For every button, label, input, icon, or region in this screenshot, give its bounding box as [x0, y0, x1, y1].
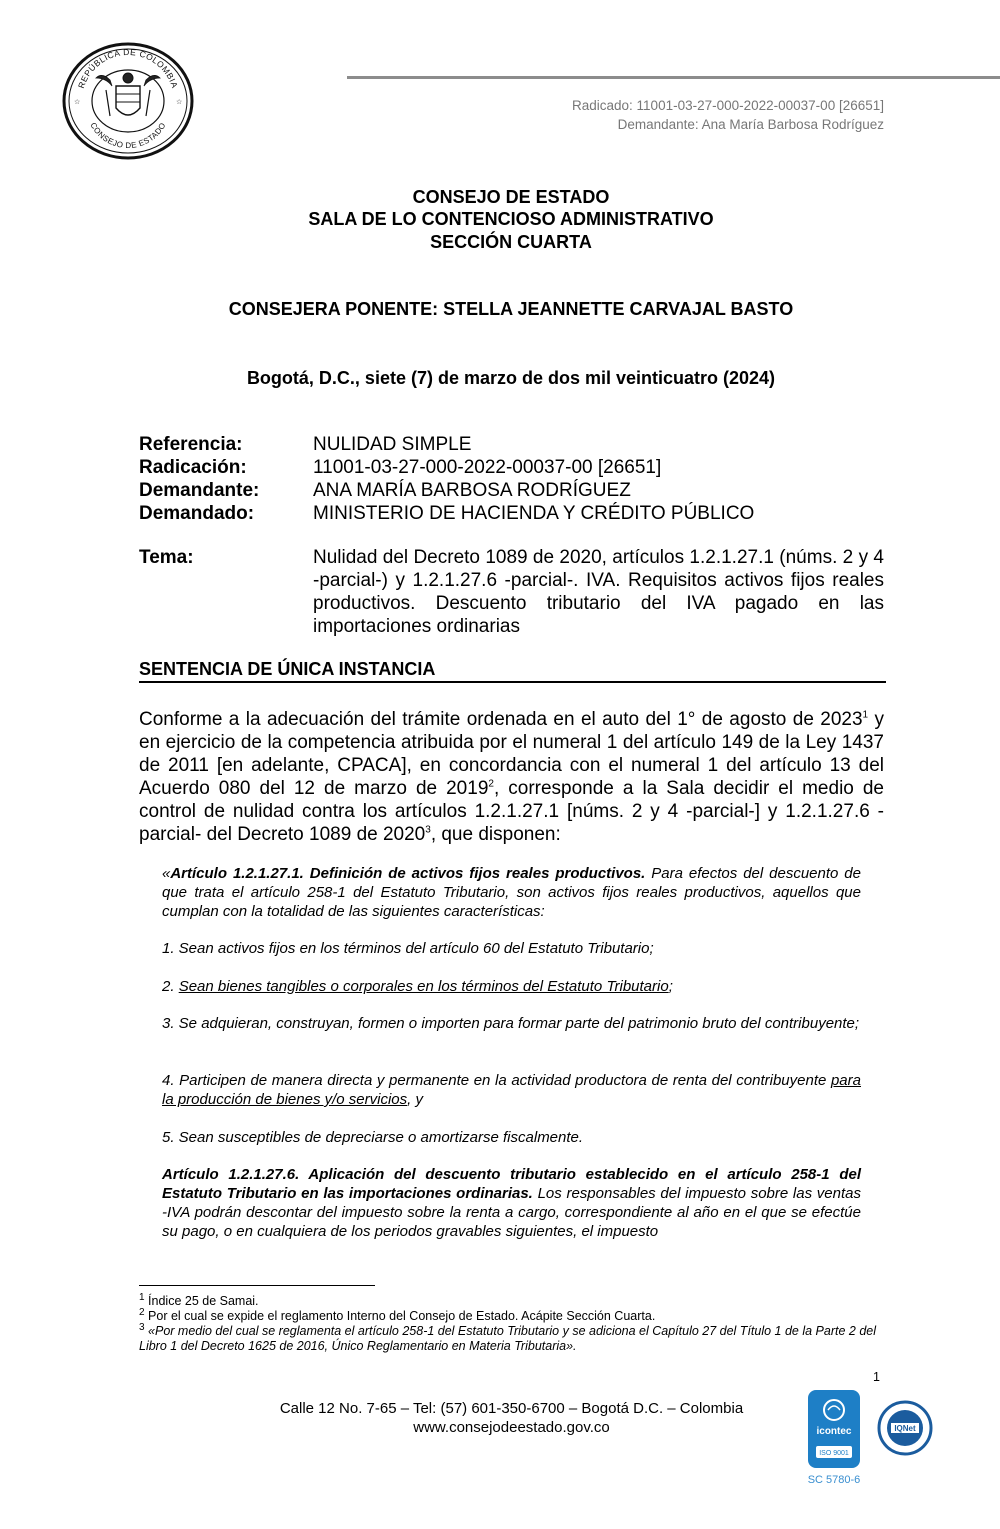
intro-text-3: , corresponde a la Sala decidir el medio de control de nulidad contra los artículos 1.2.1.27.1 [núms. 2 y 4 -parcial-] y 1.2.1.27.6 -parcial- del Decreto 1089 de 2020 [139, 778, 885, 845]
quote-item-4 [162, 1071, 861, 1109]
quote-article-1 [162, 864, 861, 921]
icontec-logo-icon [806, 1390, 862, 1480]
footnote-ref-3[interactable]: 3 [425, 824, 431, 836]
footnote-2 [139, 1306, 885, 1324]
footnote-2-text: Por el cual se expide el reglamento Interno del Consejo de Estado. Acápite Sección Cuarta. [144, 1309, 656, 1323]
title-line-3: SECCIÓN CUARTA [430, 232, 592, 252]
certification-code: SC 5780-6 [807, 1474, 861, 1486]
iqnet-logo-icon [877, 1400, 933, 1456]
demandante-label: Demandante: [139, 480, 260, 501]
item-4-underlined: para la producción de bienes y/o servicios [162, 1072, 861, 1108]
radicacion-value: 11001-03-27-000-2022-00037-00 [26651] [313, 457, 662, 478]
footnote-ref-2[interactable]: 2 [488, 778, 494, 790]
section-heading: SENTENCIA DE ÚNICA INSTANCIA [139, 659, 886, 683]
header-demandante: Demandante: Ana María Barbosa Rodríguez [617, 117, 884, 132]
quote-open-mark: « [162, 865, 171, 882]
article-2-text: Los responsables del impuesto sobre las ventas -IVA podrán descontar del impuesto sobre la renta a cargo, correspondiente al año en el que se efectúe su pago, o en cualquiera de los periodos gravables siguientes, el impuesto [162, 1185, 862, 1240]
page-number: 1 [873, 1370, 880, 1384]
footer-address: Calle 12 No. 7-65 – Tel: (57) 601-350-6700 – Bogotá D.C. – Colombia [279, 1400, 744, 1417]
quote-item-1: 1. Sean activos fijos en los términos del artículo 60 del Estatuto Tributario; [162, 940, 654, 957]
footnote-ref-1[interactable]: 1 [862, 709, 869, 721]
iso-label: ISO 9001 [819, 1450, 849, 1457]
demandado-value: MINISTERIO DE HACIENDA Y CRÉDITO PÚBLICO [313, 503, 755, 524]
header-radicado: Radicado: 11001-03-27-000-2022-00037-00 [26651] [572, 98, 884, 113]
item-2-underlined: Sean bienes tangibles o corporales en los términos del Estatuto Tributario [178, 978, 669, 995]
item-4-suffix: , y [407, 1091, 423, 1108]
icontec-label: icontec [816, 1426, 852, 1437]
title-line-2: SALA DE LO CONTENCIOSO ADMINISTRATIVO [308, 209, 714, 229]
iqnet-label: IQNet [894, 1424, 916, 1433]
quote-article-2 [162, 1165, 861, 1241]
svg-text:☆: ☆ [176, 99, 183, 106]
item-2-suffix: ; [668, 978, 673, 995]
seal-top-text: REPÚBLICA DE COLOMBIA [75, 46, 181, 90]
footnote-2-number: 2 [139, 1306, 145, 1318]
footnote-1-number: 1 [139, 1291, 145, 1303]
footnote-1 [139, 1291, 885, 1309]
intro-text-2: y en ejercicio de la competencia atribuida por el numeral 1 del artículo 149 de la Ley 1437 de 2011 [en adelante, CPACA], en concordancia con el numeral 1 del artículo 13 del Acuerdo 080 del 12 de marzo de 2019 [139, 709, 884, 799]
tema-label: Tema: [139, 547, 194, 568]
footnote-3-number: 3 [139, 1321, 145, 1333]
article-2-title: Artículo 1.2.1.27.6. Aplicación del descuento tributario establecido en el artículo 258-1 del Estatuto Tributario en las importaciones ordinarias. [162, 1166, 861, 1202]
svg-text:☆: ☆ [74, 99, 81, 106]
referencia-value: NULIDAD SIMPLE [313, 434, 472, 455]
footnote-3-text: «Por medio del cual se reglamenta el artículo 258-1 del Estatuto Tributario y se adiciona el Capítulo 27 del Título 1 de la Parte 2 del Libro 1 del Decreto 1625 de 2016, Único Reglamentario en Materia Tributaria». [139, 1324, 877, 1353]
footnote-3 [139, 1321, 885, 1354]
intro-text-4: , que disponen: [430, 824, 561, 845]
item-4-prefix: 4. Participen de manera directa y permanente en la actividad productora de renta del contribuyente [162, 1072, 831, 1089]
quote-item-2 [162, 977, 861, 996]
consejo-de-estado-seal [62, 42, 194, 160]
intro-text-1: Conforme a la adecuación del trámite ordenada en el auto del 1° de agosto de 2023 [139, 709, 863, 730]
consejera-ponente: CONSEJERA PONENTE: STELLA JEANNETTE CARVAJAL BASTO [228, 299, 794, 319]
intro-paragraph [139, 708, 884, 846]
decision-date: Bogotá, D.C., siete (7) de marzo de dos mil veinticuatro (2024) [246, 368, 776, 388]
referencia-label: Referencia: [139, 434, 243, 455]
article-1-text: Para efectos del descuento de que trata el artículo 258-1 del Estatuto Tributario, son activos fijos reales productivos, aquellos que cumplan con la totalidad de las siguientes características: [162, 865, 861, 920]
footnote-1-text: Índice 25 de Samai. [144, 1294, 259, 1308]
title-line-1: CONSEJO DE ESTADO [412, 187, 610, 207]
quote-item-5: 5. Sean susceptibles de depreciarse o amortizarse fiscalmente. [162, 1129, 584, 1146]
demandante-value: ANA MARÍA BARBOSA RODRÍGUEZ [313, 480, 631, 501]
radicacion-label: Radicación: [139, 457, 247, 478]
quote-item-3: 3. Se adquieran, construyan, formen o importen para formar parte del patrimonio bruto del contribuyente; [162, 1015, 860, 1032]
seal-bottom-text: CONSEJO DE ESTADO [88, 120, 168, 151]
footnote-separator [139, 1285, 375, 1286]
item-2-prefix: 2. [162, 978, 179, 995]
article-1-title: Artículo 1.2.1.27.1. Definición de activos fijos reales productivos. [170, 865, 646, 882]
demandado-label: Demandado: [139, 503, 255, 524]
header-rule [347, 76, 1000, 79]
tema-value: Nulidad del Decreto 1089 de 2020, artículos 1.2.1.27.1 (núms. 2 y 4 -parcial-) y 1.2.1.27.6 -parcial-. IVA. Requisitos activos fijos reales productivos. Descuento tributario del IVA pagado en las importaciones ordinarias [313, 547, 884, 637]
footer-website[interactable]: www.consejodeestado.gov.co [413, 1419, 610, 1436]
